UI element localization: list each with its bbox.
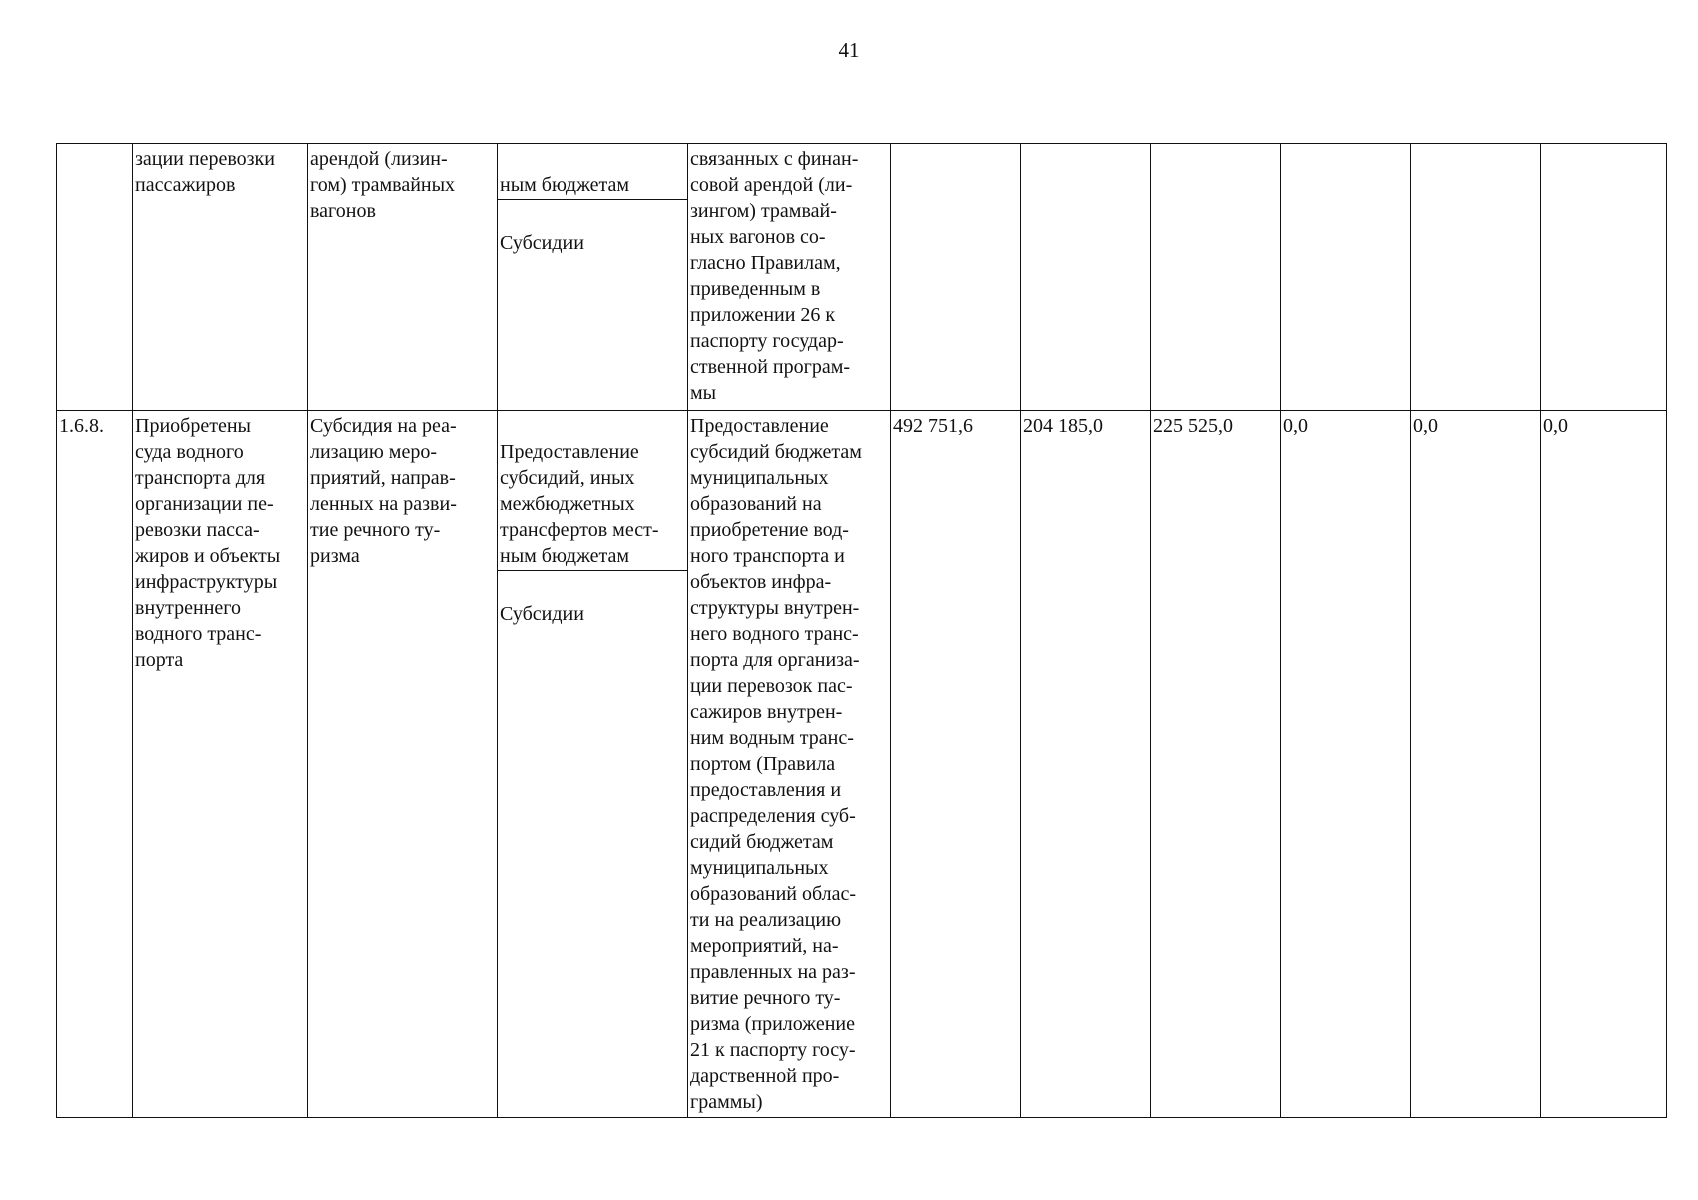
mechanism-type: ным бюджетам [498, 170, 687, 200]
value-cell [891, 144, 1021, 411]
budget-table [56, 143, 1667, 1118]
value-cell: 204 185,0 [1021, 411, 1151, 1118]
table-row [57, 144, 1667, 411]
row-number: 1.6.8. [57, 411, 133, 1118]
value-cell: 0,0 [1281, 411, 1411, 1118]
mechanism-cell [498, 411, 688, 1118]
measure-name: арендой (лизин- гом) трамвайных вагонов [308, 144, 498, 411]
result-name: зации перевозки пассажиров [133, 144, 308, 411]
value-cell: 0,0 [1541, 411, 1667, 1118]
mechanism-form: Субсидии [500, 603, 584, 625]
table-row [57, 411, 1667, 1118]
mechanism-type: Предоставление субсидий, иных межбюджетных трансфертов мест- ным бюджетам [498, 437, 687, 571]
value-cell: 492 751,6 [891, 411, 1021, 1118]
value-cell [1281, 144, 1411, 411]
value-cell [1411, 144, 1541, 411]
measure-description: связанных с финан- совой арендой (ли- зингом) трамвай- ных вагонов со- гласно Правилам, приведенным в приложении 26 к паспорту государ- ственной програм- мы [688, 144, 891, 411]
result-name: Приобретены суда водного транспорта для организации пе- ревозки пасса- жиров и объекты инфраструктуры внутреннего водного транс- порта [133, 411, 308, 1118]
row-number [57, 144, 133, 411]
mechanism-form: Субсидии [500, 232, 584, 254]
value-cell [1021, 144, 1151, 411]
page-number: 41 [838, 38, 860, 62]
measure-name: Субсидия на реа- лизацию меро- приятий, направ- ленных на разви- тие речного ту- ризма [308, 411, 498, 1118]
mechanism-cell [498, 144, 688, 411]
value-cell [1541, 144, 1667, 411]
measure-description: Предоставление субсидий бюджетам муниципальных образований на приобретение вод- ного транспорта и объектов инфра- структуры внутрен- него водного транс- порта для организа- ции перевозок пас- сажиров внутрен- ним водным транс- портом (Правила предоставления и распределения суб- сидий бюджетам муниципальных образований облас- ти на реализацию мероприятий, на- правленных на раз- витие речного ту- ризма (приложение 21 к паспорту госу- дарственной про- граммы) [688, 411, 891, 1118]
value-cell: 225 525,0 [1151, 411, 1281, 1118]
value-cell [1151, 144, 1281, 411]
value-cell: 0,0 [1411, 411, 1541, 1118]
